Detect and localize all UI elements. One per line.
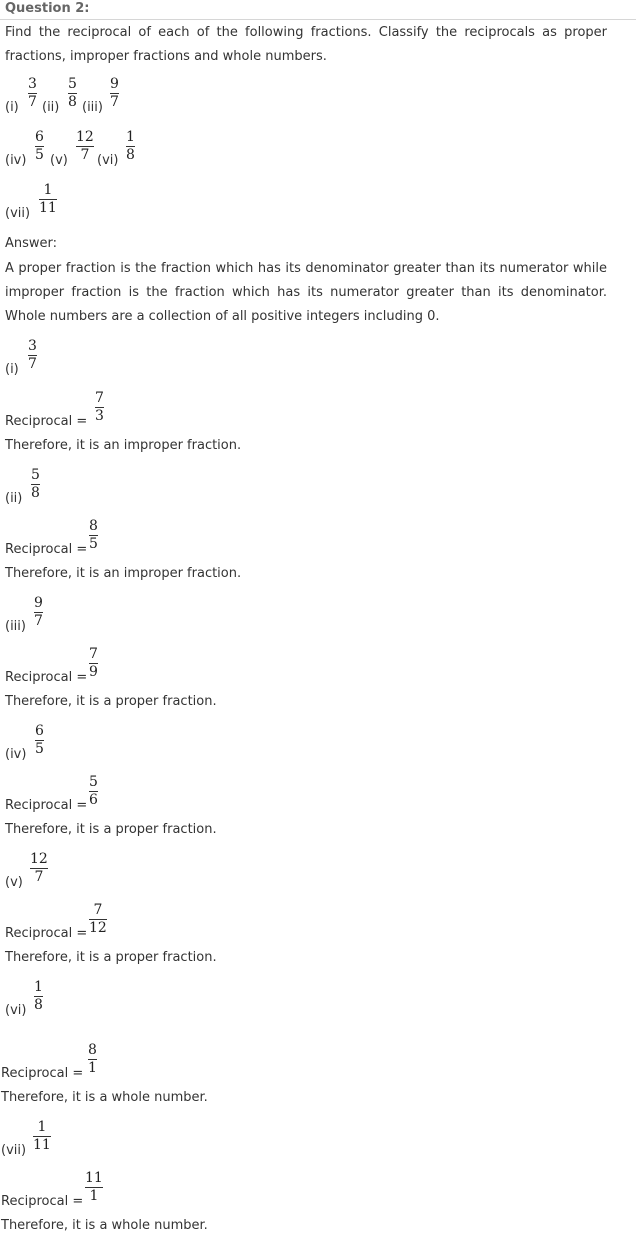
reciprocal-fraction: 8 1	[88, 1042, 97, 1076]
reciprocal-fraction: 7 12	[89, 902, 107, 936]
part-label: (v)	[5, 875, 23, 890]
reciprocal-label: Reciprocal =	[5, 414, 88, 429]
conclusion-text: Therefore, it is a proper fraction.	[5, 822, 217, 837]
reciprocal-fraction: 7 3	[95, 390, 104, 424]
fraction: 1 8	[34, 979, 43, 1013]
item-label: (ii)	[42, 100, 60, 115]
fraction: 1 11	[33, 1119, 51, 1153]
conclusion-text: Therefore, it is a whole number.	[1, 1090, 208, 1105]
item-label: (iii)	[82, 100, 103, 115]
item-label: (v)	[50, 153, 68, 168]
fraction: 3 7	[28, 76, 37, 110]
conclusion-text: Therefore, it is a proper fraction.	[5, 694, 217, 709]
part-label: (vi)	[5, 1003, 27, 1018]
fraction: 1 8	[126, 129, 135, 163]
fraction: 6 5	[35, 129, 44, 163]
question-text: Find the reciprocal of each of the following fractions. Classify the reciprocals as proper fractions, improper fractions and whole numbers.	[5, 25, 607, 64]
conclusion-text: Therefore, it is a whole number.	[1, 1218, 208, 1233]
fraction: 5 8	[31, 467, 40, 501]
conclusion-text: Therefore, it is a proper fraction.	[5, 950, 217, 965]
reciprocal-label: Reciprocal =	[5, 542, 88, 557]
fraction: 6 5	[35, 723, 44, 757]
part-label: (i)	[5, 362, 19, 377]
part-label: (iv)	[5, 747, 27, 762]
question-title: Question 2:	[5, 1, 90, 16]
fraction: 3 7	[28, 338, 37, 372]
reciprocal-fraction: 8 5	[89, 518, 98, 552]
fraction: 12 7	[76, 129, 94, 163]
reciprocal-label: Reciprocal =	[5, 798, 88, 813]
item-label: (vi)	[97, 153, 119, 168]
conclusion-text: Therefore, it is an improper fraction.	[5, 566, 242, 581]
reciprocal-label: Reciprocal =	[1, 1194, 84, 1209]
fraction: 9 7	[34, 595, 43, 629]
fraction: 1 11	[39, 182, 57, 216]
reciprocal-fraction: 7 9	[89, 646, 98, 680]
reciprocal-label: Reciprocal =	[5, 670, 88, 685]
item-label: (iv)	[5, 153, 27, 168]
title-divider	[0, 19, 636, 20]
reciprocal-label: Reciprocal =	[1, 1066, 84, 1081]
reciprocal-label: Reciprocal =	[5, 926, 88, 941]
fraction: 9 7	[110, 76, 119, 110]
part-label: (iii)	[5, 619, 26, 634]
answer-intro: A proper fraction is the fraction which has its denominator greater than its numerator while improper fraction is the fraction which has its numerator greater than its denominator. Whole numbers are a collection of all positive integers including 0.	[5, 261, 607, 324]
reciprocal-fraction: 5 6	[89, 774, 98, 808]
reciprocal-fraction: 11 1	[85, 1170, 103, 1204]
item-label: (i)	[5, 100, 19, 115]
part-label: (ii)	[5, 491, 23, 506]
part-label: (vii)	[1, 1143, 27, 1158]
fraction: 5 8	[68, 76, 77, 110]
answer-heading: Answer:	[5, 236, 58, 251]
fraction: 12 7	[30, 851, 48, 885]
item-label: (vii)	[5, 206, 31, 221]
conclusion-text: Therefore, it is an improper fraction.	[5, 438, 242, 453]
